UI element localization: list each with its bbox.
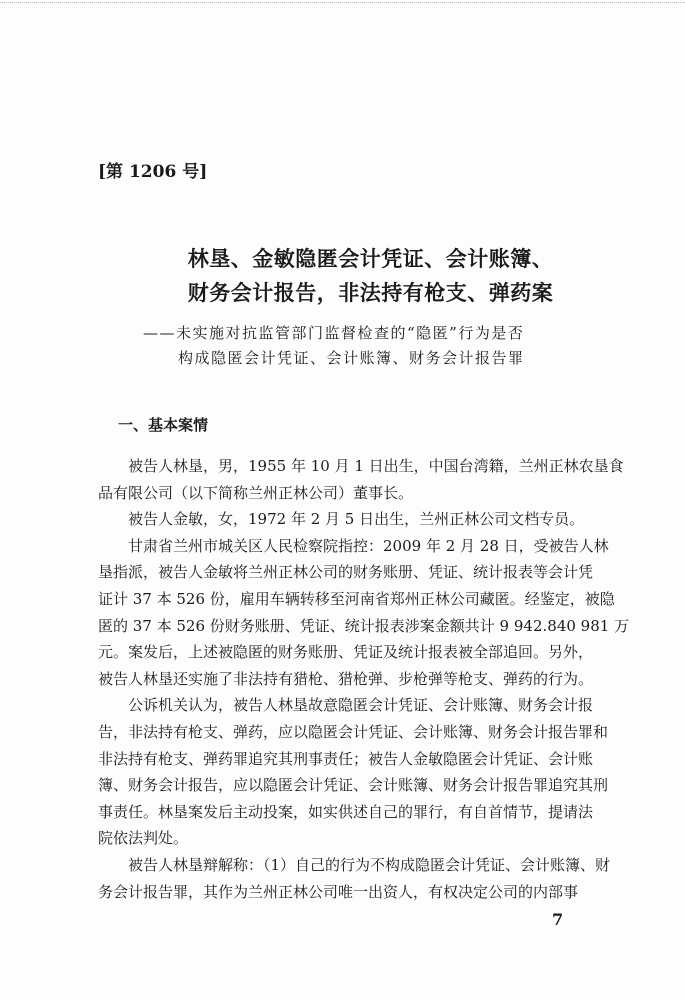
paragraph-line: 品有限公司（以下简称兰州正林公司）董事长。 [98,483,414,502]
paragraph-line: 簿、财务会计报告，应以隐匿会计凭证、会计账簿、财务会计报告罪追究其刑 [98,776,609,795]
paragraph-line: 甘肃省兰州市城关区人民检察院指控：2009 年 2 月 28 日，受被告人林 [128,536,609,555]
page-number: 7 [552,910,564,929]
section-heading: 一、基本案情 [118,416,209,434]
page-edge [0,2,685,3]
title-line-2: 财务会计报告，非法持有枪支、弹药案 [187,280,554,305]
paragraph-line: 被告人林垦，男，1955 年 10 月 1 日出生，中国台湾籍，兰州正林农垦食 [128,457,624,475]
paragraph-line: 被告人林垦还实施了非法持有猎枪、猎枪弹、步枪弹等枪支、弹药的行为。 [98,669,594,688]
paragraph-line: 匿的 37 本 526 份财务账册、凭证、统计报表涉案金额共计 9 942.840 981 万 [98,616,630,635]
case-number: [第 1206 号] [98,162,208,182]
paragraph-line: 院依法判处。 [98,829,189,848]
paragraph-line: 告，非法持有枪支、弹药，应以隐匿会计凭证、会计账簿、财务会计报告罪和 [98,722,609,741]
paragraph-line: 务会计报告罪，其作为兰州正林公司唯一出资人，有权决定公司的内部事 [98,882,579,901]
paragraph-line: 垦指派，被告人金敏将兰州正林公司的财务账册、凭证、统计报表等会计凭 [98,563,594,582]
paragraph-line: 被告人林垦辩解称：（1）自己的行为不构成隐匿会计凭证、会计账簿、财 [128,855,611,874]
title-line-1: 林垦、金敏隐匿会计凭证、会计账簿、 [187,246,554,271]
paragraph-line: 元。案发后，上述被隐匿的财务账册、凭证及统计报表被全部追回。另外， [98,643,594,662]
subtitle-line-2: 构成隐匿会计凭证、会计账簿、财务会计报告罪 [178,349,525,367]
subtitle-line-1: ——未实施对抗监管部门监督检查的“隐匿”行为是否 [143,324,525,342]
paragraph-line: 证计 37 本 526 份，雇用车辆转移至河南省郑州正林公司藏匿。经鉴定，被隐 [98,589,615,608]
paragraph-line: 公诉机关认为，被告人林垦故意隐匿会计凭证、会计账簿、财务会计报 [128,696,594,715]
paragraph-line: 事责任。林垦案发后主动投案，如实供述自己的罪行，有自首情节，提请法 [98,802,594,821]
paragraph-line: 被告人金敏，女，1972 年 2 月 5 日出生，兰州正林公司文档专员。 [128,510,585,529]
paragraph-line: 非法持有枪支、弹药罪追究其刑事责任；被告人金敏隐匿会计凭证、会计账 [98,749,594,768]
body-text [98,453,630,905]
